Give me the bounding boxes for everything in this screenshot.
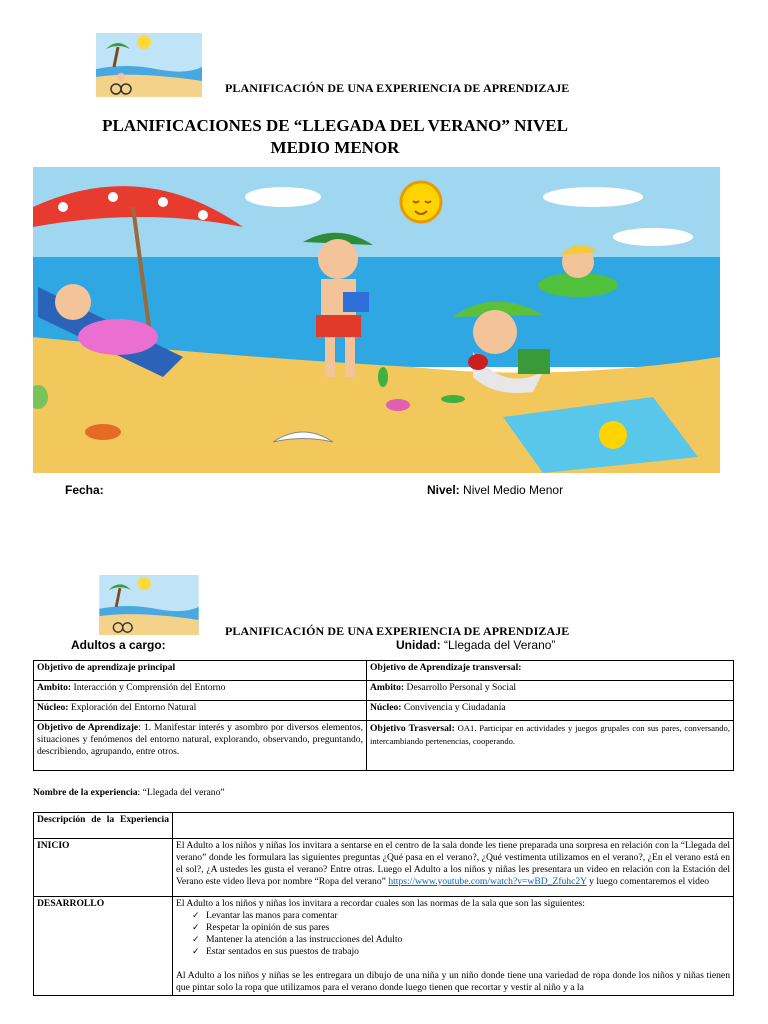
oa-cell: Objetivo de Aprendizaje: 1. Manifestar interés y asombro por diversos elementos, situaciones y fenómenos del entorno natural, explorando, observando, preguntando, describiendo, agrupando, entre otros. [34,721,367,771]
unidad-field [396,638,555,652]
nivel-field [427,483,563,497]
nucleo-left: Núcleo: Exploración del Entorno Natural [34,701,367,721]
nucleo-right: Núcleo: Convivencia y Ciudadanía [367,701,734,721]
description-header: Descripción de la Experiencia [34,813,173,839]
objectives-table [33,660,734,771]
desarrollo-intro: El Adulto a los niños y niñas los invitara a recordar cuales son las normas de la sala que son las siguientes: [176,898,585,909]
experience-name: Nombre de la experiencia: “Llegada del verano” [33,787,225,798]
beach-logo-2 [96,575,202,639]
description-header-empty [173,813,734,839]
principal-objective-header: Objetivo de aprendizaje principal [34,661,367,681]
transversal-objective-header: Objetivo de Aprendizaje transversal: [367,661,734,681]
desarrollo-label: DESARROLLO [34,897,173,996]
norm-item: ✓ Estar sentados en sus puestos de trabajo [192,946,730,958]
video-link[interactable]: https://www.youtube.com/watch?v=wBD_Zfuhc2Y [388,876,587,887]
inicio-label: INICIO [34,839,173,897]
nivel-value: Nivel Medio Menor [463,483,564,497]
planning-subtitle: PLANIFICACIÓN DE UNA EXPERIENCIA DE APRENDIZAJE [225,81,570,95]
inicio-cell: El Adulto a los niños y niñas los invitara a sentarse en el centro de la sala donde les tiene preparada una sorpresa en relación con la “Llegada del verano” donde les formulara las siguientes preguntas ¿Qué pasa en el verano?, ¿Qué vestimenta utilizamos en el verano?, ¿En el verano está en el sol?, ¿A ustedes les gusta el verano? Entre otras. Luego el Adulto a los niños y niñas les presentara un video en relación con la Estación del Verano este video lleva por nombre “Ropa del verano” https://www.youtube.com/watch?v=wBD_Zfuhc2Y y luego comentaremos el video [173,839,734,897]
norms-list [176,910,730,958]
planning-subtitle-2: PLANIFICACIÓN DE UNA EXPERIENCIA DE APRENDIZAJE [225,624,570,638]
ot-cell: Objetivo Trasversal: OA1. Participar en actividades y juegos grupales con sus pares, conversando, intercambiando pertenencias, cooperando. [367,721,734,771]
desarrollo-text: Al Adulto a los niños y niñas se les entregara un dibujo de una niña y un niño donde tiene una variedad de ropa donde los niños y niñas tienen que pintar solo la ropa que utilizamos para el verano donde luego tienen que recortar y vestir al niño y a la [176,970,730,993]
ambito-left: Ambito: Interacción y Comprensión del Entorno [34,681,367,701]
adultos-label: Adultos a cargo: [71,638,166,652]
unidad-label: Unidad: [396,638,441,652]
beach-illustration [33,167,720,473]
unidad-value: “Llegada del Verano” [444,638,556,652]
fecha-label: Fecha: [65,483,104,497]
norm-item: ✓ Respetar la opinión de sus pares [192,922,730,934]
page-title [70,115,600,159]
ambito-right: Ambito: Desarrollo Personal y Social [367,681,734,701]
page-title-line2: MEDIO MENOR [270,138,400,157]
desarrollo-cell [173,897,734,996]
crab-icon [85,424,121,440]
page-title-line1: PLANIFICACIONES DE “LLEGADA DEL VERANO” NIVEL [102,116,568,135]
norm-item: ✓ Mantener la atención a las instrucciones del Adulto [192,934,730,946]
nivel-label: Nivel: [427,483,460,497]
experience-table [33,812,734,996]
sun-icon [401,182,441,222]
norm-item: ✓ Levantar las manos para comentar [192,910,730,922]
beach-logo [96,33,202,97]
